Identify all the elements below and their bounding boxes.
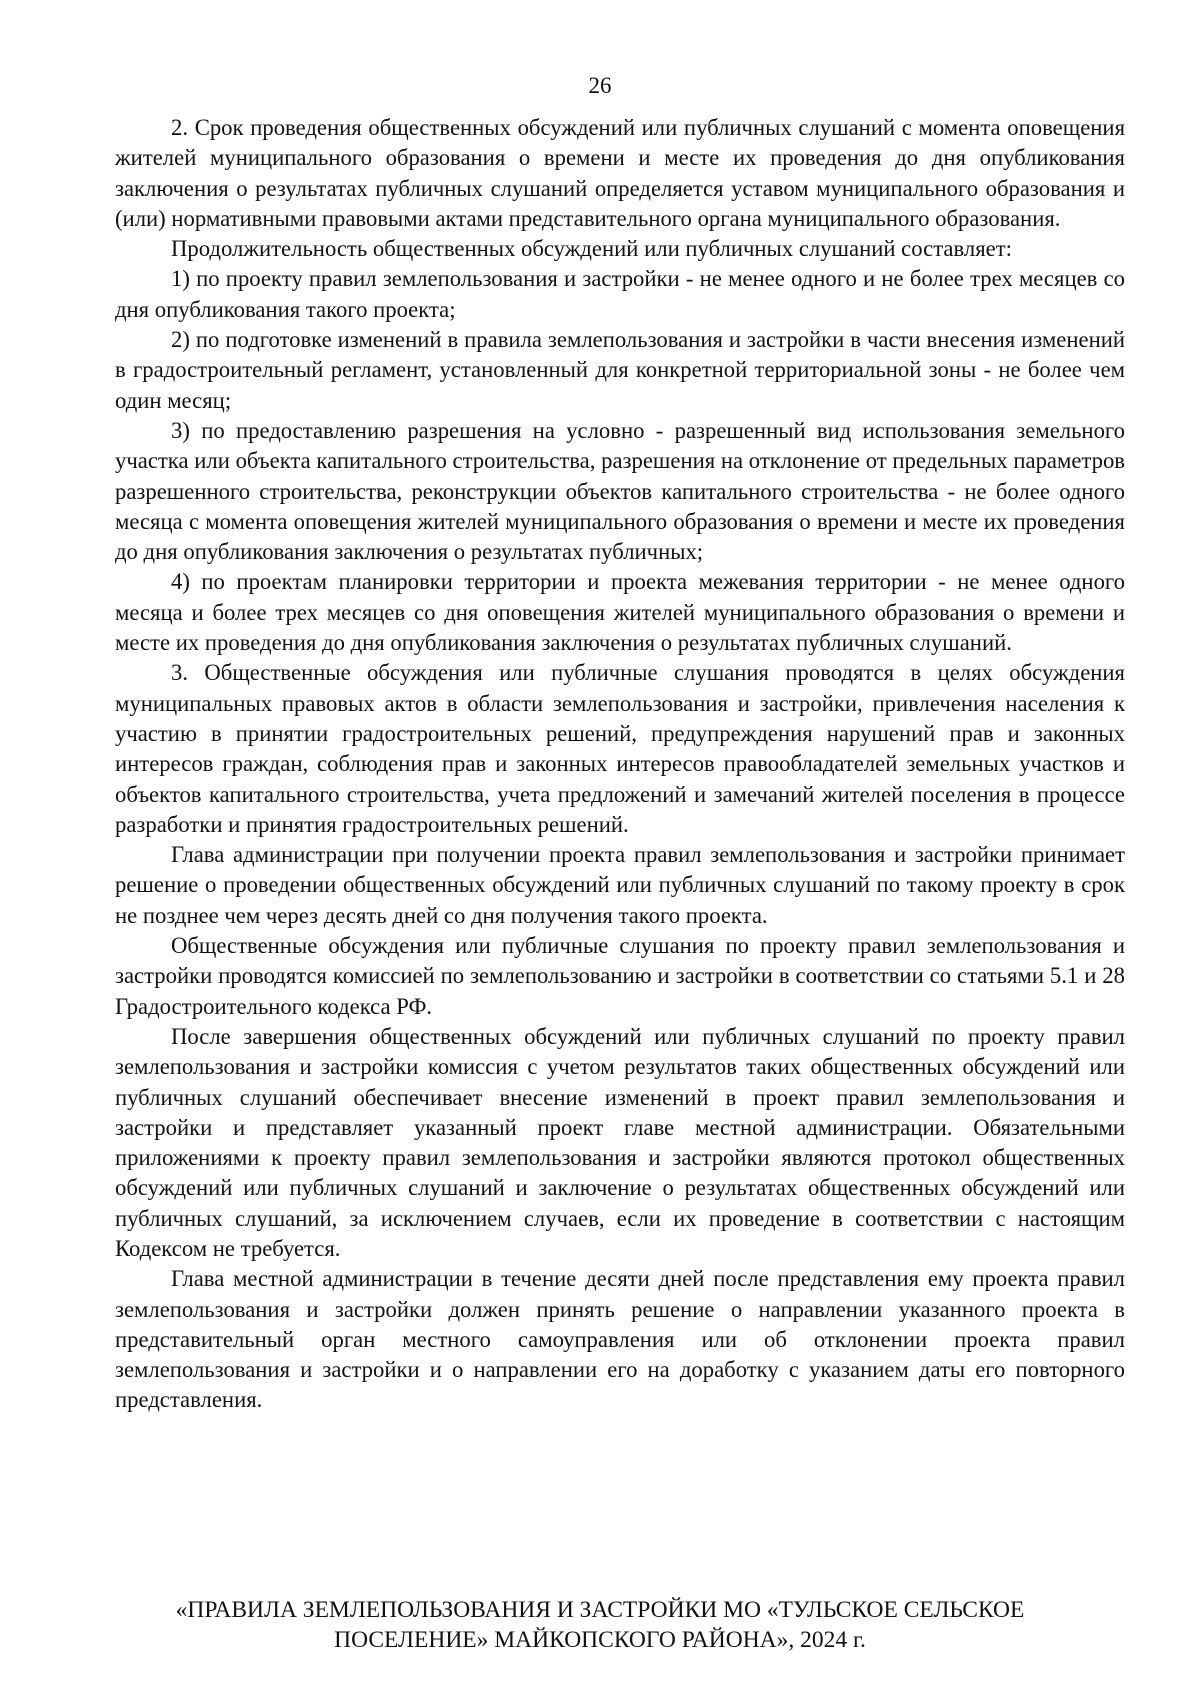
paragraph-commission: Общественные обсуждения или публичные слушания по проекту правил землепользования и застройки проводятся комиссией по землепользованию и застройки в соответствии со статьями 5.1 и 28 Градостроительного кодекса РФ. [115,933,1125,1019]
paragraph-duration-3: 3) по предоставлению разрешения на условно - разрешенный вид использования земельного участка или объекта капитального строительства, разрешения на отклонение от предельных параметров разрешенного строительства, реконструкции объектов капитального строительства - не более одного месяца с момента оповещения жителей муниципального образования о времени и месте их проведения до дня опубликования заключения о результатах публичных; [115,417,1125,565]
footer-line-2: ПОСЕЛЕНИЕ» МАЙКОПСКОГО РАЙОНА», 2024 г. [334,1627,866,1653]
paragraph-head-review: Глава местной администрации в течение десяти дней после представления ему проекта правил землепользования и застройки должен принять решение о направлении указанного проекта в представительный орган местного самоуправления или об отклонении проекта правил землепользования и застройки и о направлении его на доработку с указанием даты его повторного представления. [115,1266,1125,1413]
document-body [115,113,1125,1416]
paragraph-head-decision: Глава администрации при получении проекта правил землепользования и застройки принимает решение о проведении общественных обсуждений или публичных слушаний по такому проекту в срок не позднее чем через десять дней со дня получения такого проекта. [115,842,1125,928]
paragraph-duration-2: 2) по подготовке изменений в правила землепользования и застройки в части внесения изменений в градостроительный регламент, установленный для конкретной территориальной зоны - не более чем один месяц; [115,327,1125,413]
paragraph-duration-1: 1) по проекту правил землепользования и застройки - не менее одного и не более трех месяцев со дня опубликования такого проекта; [115,266,1125,322]
paragraph-duration-4: 4) по проектам планировки территории и проекта межевания территории - не менее одного месяца и более трех месяцев со дня оповещения жителей муниципального образования о времени и месте их проведения до дня опубликования заключения о результатах публичных слушаний. [115,569,1125,656]
paragraph-item-3-purpose: 3. Общественные обсуждения или публичные слушания проводятся в целях обсуждения муниципальных правовых актов в области землепользования и застройки, привлечения населения к участию в принятии градостроительных решений, предупреждения нарушений прав и законных интересов граждан, соблюдения прав и законных интересов правообладателей земельных участков и объектов капитального строительства, учета предложений и замечаний жителей поселения в процессе разработки и принятия градостроительных решений. [115,660,1125,837]
paragraph-after-hearings: После завершения общественных обсуждений или публичных слушаний по проекту правил землепользования и застройки комиссия с учетом результатов таких общественных обсуждений или публичных слушаний обеспечивает внесение изменений в проект правил землепользования и застройки и представляет указанный проект главе местной администрации. Обязательными приложениями к проекту правил землепользования и застройки являются протокол общественных обсуждений или публичных слушаний и заключение о результатах общественных обсуждений или публичных слушаний, за исключением случаев, если их проведение в соответствии с настоящим Кодексом не требуется. [115,1023,1125,1261]
page-number: 26 [588,73,612,98]
paragraph-duration-intro: Продолжительность общественных обсуждений или публичных слушаний составляет: [171,236,1012,262]
paragraph-item-2-term: 2. Срок проведения общественных обсуждений или публичных слушаний с момента оповещения жителей муниципального образования о времени и месте их проведения до дня опубликования заключения о результатах публичных слушаний определяется уставом муниципального образования и (или) нормативными правовыми актами представительного органа муниципального образования. [115,115,1125,231]
document-footer [100,1595,1100,1655]
footer-line-1: «ПРАВИЛА ЗЕМЛЕПОЛЬЗОВАНИЯ И ЗАСТРОЙКИ МО «ТУЛЬСКОЕ СЕЛЬСКОЕ [175,1597,1025,1623]
